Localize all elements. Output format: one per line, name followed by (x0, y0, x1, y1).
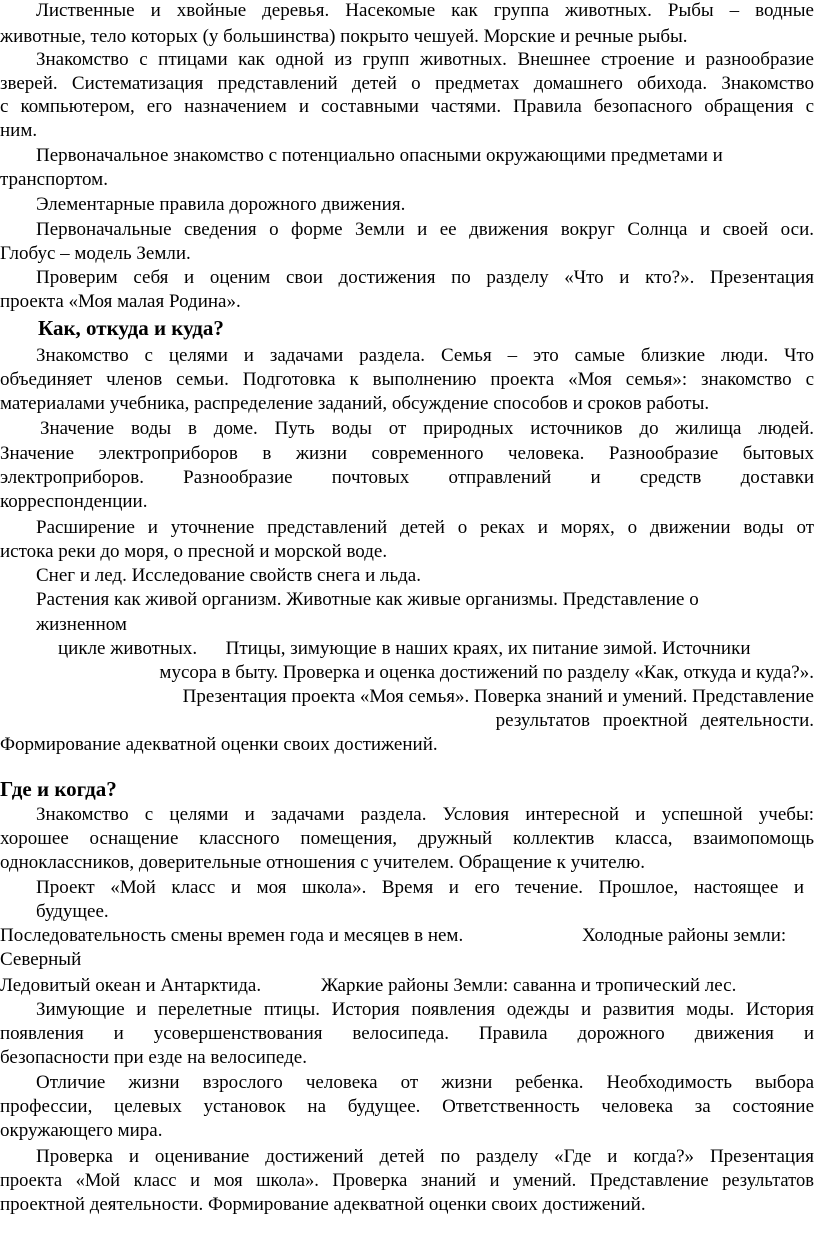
text-line: окружающего мира. (0, 1120, 163, 1141)
text-line: результатов проектной деятельности. (495, 710, 814, 731)
text-line: с компьютером, его назначением и составными частями. Правила безопасного обращения с (0, 96, 814, 117)
text-line: Холодные районы земли: (582, 925, 787, 946)
text-line: транспортом. (0, 169, 108, 190)
text-line: профессии, целевых установок на будущее. Ответственность человека за состояние (0, 1096, 814, 1117)
text-line: цикле животных. Птицы, зимующие в наших краях, их питание зимой. Источники (58, 638, 751, 659)
text-line: Знакомство с целями и задачами раздела. Условия интересной и успешной учебы: (36, 804, 814, 825)
text-line: Первоначальное знакомство с потенциально опасными окружающими предметами и (36, 145, 723, 166)
text-line: объединяет членов семьи. Подготовка к выполнению проекта «Моя семья»: знакомство с (0, 369, 814, 390)
text-line: хорошее оснащение классного помещения, дружный коллектив класса, взаимопомощь (0, 828, 814, 849)
text-line: истока реки до моря, о пресной и морской воде. (0, 541, 388, 562)
text-line: Первоначальные сведения о форме Земли и ее движения вокруг Солнца и своей оси. (36, 219, 814, 240)
text-line: Жаркие районы Земли: саванна и тропический лес. (321, 975, 737, 996)
text-line: появления и усовершенствования велосипеда. Правила дорожного движения и (0, 1023, 814, 1044)
text-line: мусора в быту. Проверка и оценка достижений по разделу «Как, откуда и куда?». (159, 662, 814, 683)
text-line: Знакомство с целями и задачами раздела. Семья – это самые близкие люди. Что (36, 345, 814, 366)
text-line: Северный (0, 949, 82, 970)
text-line: зверей. Систематизация представлений детей о предметах домашнего обихода. Знакомство (0, 73, 814, 94)
text-line: корреспонденции. (0, 491, 148, 512)
text-line: Последовательность смены времен года и месяцев в нем. (0, 925, 464, 946)
section-heading: Где и когда? (0, 777, 117, 801)
text-line: Проверка и оценивание достижений детей по разделу «Где и когда?» Презентация (36, 1146, 814, 1167)
text-line: ним. (0, 120, 38, 141)
text-line: животные, тело которых (у большинства) покрыто чешуей. Морские и речные рыбы. (0, 26, 688, 47)
text-line: Растения как живой организм. Животные как живые организмы. Представление о (36, 589, 699, 610)
text-line: электроприборов. Разнообразие почтовых отправлений и средств доставки (0, 467, 814, 488)
text-line: проекта «Мой класс и моя школа». Проверка знаний и умений. Представление результатов (0, 1171, 814, 1191)
text-line: Отличие жизни взрослого человека от жизни ребенка. Необходимость выбора (36, 1072, 814, 1093)
text-line: материалами учебника, распределение заданий, обсуждение способов и сроков работы. (0, 393, 710, 414)
text-line: Формирование адекватной оценки своих достижений. (0, 734, 438, 755)
text-line: Глобус – модель Земли. (0, 243, 191, 264)
text-line: Лиственные и хвойные деревья. Насекомые как группа животных. Рыбы – водные (36, 0, 814, 21)
text-line: Значение электроприборов в жизни современного человека. Разнообразие бытовых (0, 443, 814, 464)
text-line: безопасности при езде на велосипеде. (0, 1047, 307, 1068)
text-line: Снег и лед. Исследование свойств снега и льда. (36, 565, 421, 586)
text-line: Проверим себя и оценим свои достижения по разделу «Что и кто?». Презентация (36, 267, 814, 288)
text-line: Презентация проекта «Моя семья». Поверка знаний и умений. Представление (182, 686, 814, 707)
text-line: будущее. (36, 901, 109, 922)
text-line: Знакомство с птицами как одной из групп животных. Внешнее строение и разнообразие (36, 49, 814, 70)
text-line: проектной деятельности. Формирование адекватной оценки своих достижений. (0, 1194, 646, 1215)
text-line: Проект «Мой класс и моя школа». Время и его течение. Прошлое, настоящее и (36, 877, 804, 898)
text-line: Значение воды в доме. Путь воды от природных источников до жилища людей. (40, 418, 814, 439)
text-line: Расширение и уточнение представлений детей о реках и морях, о движении воды от (36, 517, 814, 538)
text-line: Зимующие и перелетные птицы. История появления одежды и развития моды. История (36, 999, 814, 1020)
text-line: проекта «Моя малая Родина». (0, 291, 241, 312)
text-line: Элементарные правила дорожного движения. (36, 194, 406, 215)
text-line: Ледовитый океан и Антарктида. (0, 975, 262, 996)
section-heading: Как, откуда и куда? (38, 316, 224, 340)
text-line: жизненном (36, 614, 127, 635)
text-line: одноклассников, доверительные отношения с учителем. Обращение к учителю. (0, 852, 645, 873)
